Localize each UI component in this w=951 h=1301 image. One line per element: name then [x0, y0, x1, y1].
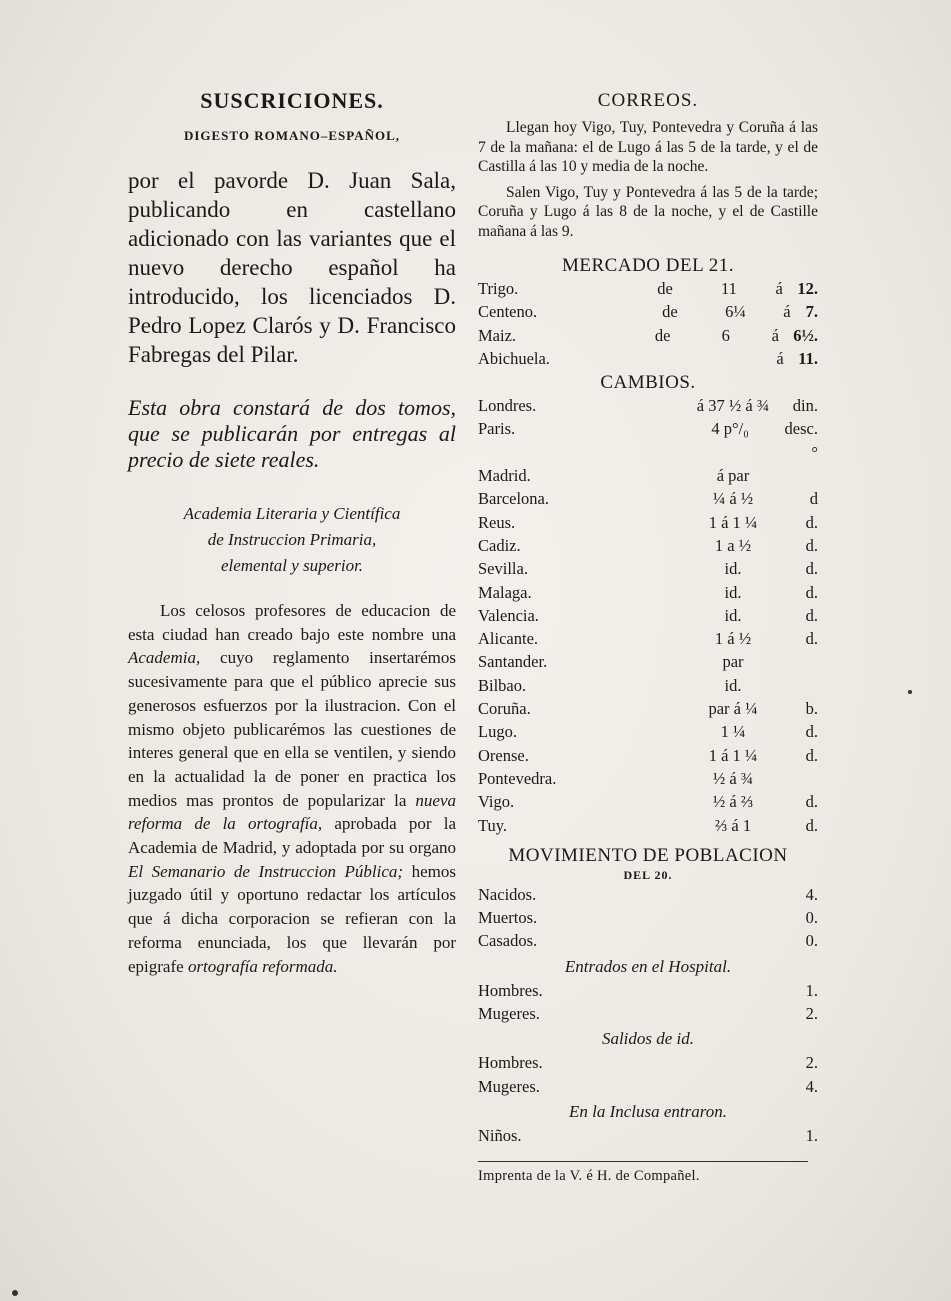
poblacion-row: [478, 929, 818, 952]
suscriciones-heading: SUSCRICIONES.: [200, 88, 384, 113]
hospital-in-row: [478, 1002, 818, 1025]
hospital-out-row: [478, 1051, 818, 1074]
article-text-1: Los celosos profesores de educacion de esta ciudad han creado bajo este nombre una: [128, 601, 456, 644]
mercado-row: [478, 277, 818, 300]
article-text-2: cuyo reglamento insertarémos sucesivamente para que el público aprecie sus generosos esfuerzos por la ilustracion. Con el mismo objeto publicarémos las cuestiones de interes general que en ella se ventilen, y siendo en la actualidad la de poner en practica los medios mas prontos de popularizar la: [128, 648, 456, 810]
mercado-list: [478, 277, 818, 370]
hospital-out-heading: Salidos de id.: [601, 1029, 695, 1049]
mercado-row: [478, 324, 818, 347]
hospital-out-label: Mugeres.: [478, 1076, 540, 1096]
cambios-unit: [788, 767, 818, 790]
cambios-city: Bilbao.: [478, 675, 527, 695]
inclusa-count: 1.: [805, 1125, 818, 1145]
cambios-rate: 1 á 1 ¼: [708, 512, 758, 532]
mercado-low-price: 6: [721, 325, 730, 345]
movimiento-heading: MOVIMIENTO DE POBLACION: [508, 844, 788, 866]
cambios-city: Madrid.: [478, 466, 531, 486]
mercado-low-price: 11: [720, 279, 737, 298]
cambios-unit: [788, 464, 818, 487]
mercado-item-name: Maiz.: [478, 325, 517, 345]
cambios-city: Lugo.: [478, 722, 517, 742]
cambios-heading: CAMBIOS.: [600, 372, 696, 394]
digesto-subtitle: DIGESTO ROMANO–ESPAÑOL,: [183, 128, 401, 143]
cambios-unit: d.: [805, 745, 818, 765]
mercado-to-label: á: [775, 279, 783, 298]
hospital-in-count: 1.: [805, 980, 818, 1000]
cambios-rate: id.: [724, 582, 742, 602]
right-column: [478, 88, 818, 1185]
cambios-city: Alicante.: [478, 629, 539, 649]
cambios-row: [478, 790, 818, 813]
cambios-city: Pontevedra.: [478, 768, 557, 788]
hospital-in-label: Mugeres.: [478, 1004, 540, 1024]
hospital-out-list: [478, 1051, 818, 1098]
poblacion-count: 4.: [805, 884, 818, 904]
mercado-to-label: á: [776, 348, 784, 368]
correos-heading: CORREOS.: [597, 90, 699, 111]
cambios-unit: [788, 650, 818, 673]
cambios-unit: d.: [805, 629, 818, 649]
cambios-rate: id.: [724, 559, 742, 579]
ink-dot: [908, 690, 912, 694]
mercado-from-label: de: [654, 325, 671, 345]
cambios-unit: din.: [792, 396, 818, 416]
cambios-city: Orense.: [478, 745, 529, 765]
cambios-rate: 1 á ½: [714, 629, 752, 649]
cambios-row: [478, 814, 818, 837]
cambios-city: Valencia.: [478, 605, 539, 625]
cambios-row: [478, 534, 818, 557]
article-text-3: aprobada por la Academia de Madrid, y adoptada por su organo: [128, 814, 456, 858]
hospital-out-count: 4.: [805, 1076, 818, 1096]
imprint-line: Imprenta de la V. é H. de Compañel.: [478, 1168, 700, 1185]
cambios-rate: á 37 ½ á ¾: [696, 396, 770, 416]
inclusa-row: [478, 1124, 818, 1147]
academia-article: [128, 599, 456, 978]
cambios-city: Cadiz.: [478, 535, 521, 555]
article-italic-2: nueva reforma de la ortografía,: [128, 790, 456, 834]
left-column: [128, 88, 456, 995]
cambios-city: Santander.: [478, 652, 548, 672]
cambios-rate: ½ á ⅔: [712, 792, 754, 812]
cambios-unit: d.: [805, 535, 818, 555]
movimiento-date: DEL 20.: [623, 867, 673, 882]
cambios-rate: ⅔ á 1: [714, 815, 752, 835]
mercado-low-price: 6¼: [725, 302, 746, 322]
cambios-row: [478, 674, 818, 697]
article-italic-3: El Semanario de Instruccion Pública;: [128, 861, 404, 881]
cambios-row: [478, 744, 818, 767]
cambios-city: Barcelona.: [478, 489, 550, 509]
cambios-row: [478, 767, 818, 790]
cambios-city: Tuy.: [478, 815, 508, 835]
cambios-unit: d.: [805, 559, 818, 579]
mercado-row: [478, 300, 818, 323]
hospital-out-count: 2.: [805, 1053, 818, 1073]
cambios-row: [478, 557, 818, 580]
article-text-4: hemos juzgado útil y oportuno redactar los artículos que á dicha corporacion se refieran con la reforma enunciada, los que llevarán por epigrafe: [128, 861, 456, 976]
cambios-row: [478, 487, 818, 510]
cambios-rate: par: [722, 652, 744, 672]
cambios-rate: ½ á ¾: [712, 768, 754, 788]
inclusa-list: [478, 1124, 818, 1147]
mercado-heading: MERCADO DEL 21.: [562, 255, 734, 276]
mercado-from-label: de: [657, 279, 673, 298]
hospital-in-row: [478, 979, 818, 1002]
mercado-item-name: Centeno.: [478, 302, 538, 322]
correos-departures: Salen Vigo, Tuy y Pontevedra á las 5 de la tarde; Coruña y Lugo á las 8 de la noche, y el de Castille mañana á las 9.: [478, 183, 818, 240]
mercado-high-price: 6½.: [793, 325, 818, 345]
cambios-unit: d.: [805, 582, 818, 602]
digesto-description: por el pavorde D. Juan Sala, publicando en castellano adicionado con las variantes que el nuevo derecho español ha introducido, los licenciados D. Pedro Lopez Clarós y D. Francisco Fabregas del Pilar.: [128, 168, 456, 367]
cambios-row: [478, 720, 818, 743]
cambios-rate: par á ¼: [708, 699, 758, 719]
correos-arrivals: Llegan hoy Vigo, Tuy, Pontevedra y Coruña á las 7 de la mañana: el de Lugo á las 5 de la tarde, y el de Castilla á las 10 y media de la noche.: [478, 119, 818, 175]
hospital-in-count: 2.: [805, 1004, 818, 1024]
hospital-out-row: [478, 1075, 818, 1098]
cambios-row: [478, 650, 818, 673]
cambios-row: [478, 464, 818, 487]
cambios-unit: d.: [805, 792, 818, 812]
cambios-row: [478, 511, 818, 534]
hospital-in-label: Hombres.: [478, 980, 543, 1000]
cambios-row: [478, 627, 818, 650]
cambios-list: [478, 394, 818, 837]
cambios-city: Coruña.: [478, 699, 531, 719]
cambios-city: Londres.: [478, 396, 537, 416]
publication-note: Esta obra constará de dos tomos, que se publicarán por entregas al precio de siete reales.: [128, 395, 456, 472]
academia-heading: [128, 501, 456, 579]
cambios-rate: 1 á 1 ¼: [708, 745, 758, 765]
cambios-city: Sevilla.: [478, 559, 528, 579]
article-italic-4: ortografía reformada.: [187, 956, 338, 976]
academia-line-3: elemental y superior.: [220, 556, 364, 575]
mercado-high-price: 7.: [805, 302, 818, 322]
cambios-rate: 1 a ½: [714, 535, 752, 555]
cambios-city: Malaga.: [478, 582, 532, 602]
inclusa-heading: En la Inclusa entraron.: [568, 1101, 728, 1121]
poblacion-label: Casados.: [478, 931, 538, 951]
cambios-rate: id.: [724, 605, 742, 625]
poblacion-count: 0.: [805, 908, 818, 928]
cambios-city: Vigo.: [478, 792, 515, 812]
cambios-unit: desc.°: [784, 419, 818, 462]
divider-rule: [478, 1161, 808, 1162]
academia-line-1: Academia Literaria y Científica: [183, 504, 401, 523]
ink-mark: [12, 1290, 18, 1296]
cambios-row: [478, 697, 818, 720]
poblacion-count: 0.: [805, 931, 818, 951]
cambios-city: Reus.: [478, 512, 516, 532]
cambios-unit: d.: [805, 605, 818, 625]
mercado-from-label: [634, 347, 698, 370]
cambios-unit: d: [809, 489, 818, 509]
mercado-item-name: Trigo.: [478, 279, 519, 298]
mercado-low-price: [698, 347, 762, 370]
poblacion-label: Nacidos.: [478, 884, 537, 904]
cambios-rate: á par: [716, 466, 750, 486]
poblacion-row: [478, 883, 818, 906]
cambios-row: [478, 394, 818, 417]
academia-line-2: de Instruccion Primaria,: [207, 530, 377, 549]
mercado-to-label: á: [783, 302, 791, 322]
cambios-city: Paris.: [478, 419, 516, 439]
article-italic-1: Academia,: [128, 648, 201, 668]
mercado-item-name: Abichuela.: [478, 348, 550, 368]
mercado-row: [478, 347, 818, 370]
cambios-unit: b.: [805, 699, 818, 719]
mercado-to-label: á: [771, 325, 779, 345]
poblacion-list: [478, 883, 818, 953]
mercado-high-price: 11.: [798, 348, 819, 368]
cambios-rate: ¼ á ½: [712, 489, 754, 509]
cambios-row: [478, 581, 818, 604]
cambios-rate: 1 ¼: [720, 722, 746, 742]
cambios-rate: id.: [724, 675, 742, 695]
mercado-from-label: de: [662, 302, 678, 322]
cambios-unit: d.: [805, 722, 818, 742]
hospital-out-label: Hombres.: [478, 1053, 543, 1073]
cambios-rate: 4 p°/₀: [711, 419, 749, 439]
cambios-row: [478, 604, 818, 627]
poblacion-row: [478, 906, 818, 929]
hospital-in-heading: Entrados en el Hospital.: [564, 956, 732, 976]
poblacion-label: Muertos.: [478, 908, 538, 928]
cambios-unit: d.: [805, 512, 818, 532]
cambios-unit: d.: [805, 815, 818, 835]
hospital-in-list: [478, 979, 818, 1026]
inclusa-label: Niños.: [478, 1125, 522, 1145]
cambios-row: [478, 417, 818, 464]
mercado-high-price: 12.: [797, 279, 818, 298]
cambios-unit: [788, 674, 818, 697]
